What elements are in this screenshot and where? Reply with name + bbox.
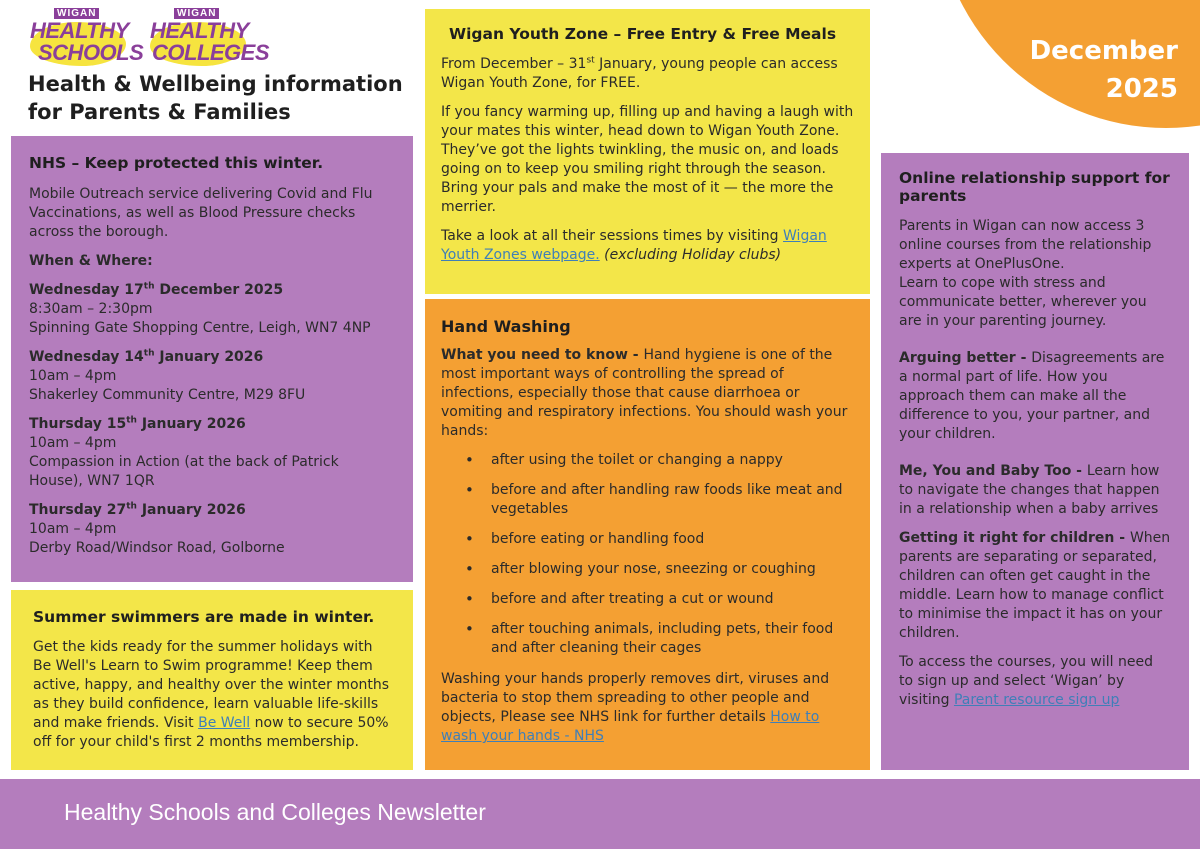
event-place: Spinning Gate Shopping Centre, Leigh, WN7 4NP — [29, 320, 371, 336]
logo-schools-text: SCHOOLS — [38, 40, 144, 65]
logo-healthy-text: HEALTHY — [150, 18, 249, 43]
event-place: Compassion in Action (at the back of Patrick House), WN7 1QR — [29, 454, 339, 489]
event-item: Wednesday 14th January 2026 10am – 4pm Shakerley Community Centre, M29 8FU — [29, 348, 395, 405]
nhs-hand-washing-link[interactable]: How to wash your hands - NHS — [441, 709, 820, 744]
youth-zone-webpage-link[interactable]: Wigan Youth Zones webpage. — [441, 228, 827, 263]
youth-zone-p2: If you fancy warming up, filling up and having a laugh with your mates this winter, head down to Wigan Youth Zone. They’ve got the lights twinkling, the music on, and loads going on to keep you smiling right through the season. Bring your pals and make the most of it — the more the merrier. — [441, 104, 854, 215]
nhs-heading: NHS – Keep protected this winter. — [29, 154, 324, 172]
list-item: • after touching animals, including pets, their food and after cleaning their cages — [441, 620, 854, 658]
online-relationship-heading: Online relationship support for parents — [899, 169, 1170, 205]
me-you-baby: Me, You and Baby Too - Learn how to navigate the changes that happen in a relationship when a baby arrives — [899, 463, 1160, 517]
event-time: 8:30am – 2:30pm — [29, 301, 153, 317]
list-item: • after blowing your nose, sneezing or coughing — [441, 560, 854, 579]
title-line-1: Health & Wellbeing information — [28, 72, 403, 96]
title-line-2: for Parents & Families — [28, 100, 291, 124]
logos — [24, 6, 270, 68]
date-month: December — [1029, 36, 1178, 66]
nhs-intro: Mobile Outreach service delivering Covid and Flu Vaccinations, as well as Blood Pressure checks across the borough. — [29, 186, 373, 240]
online-relationship-panel — [881, 153, 1189, 770]
event-item: Thursday 15th January 2026 10am – 4pm Compassion in Action (at the back of Patrick House), WN7 1QR — [29, 415, 395, 491]
event-time: 10am – 4pm — [29, 368, 117, 384]
event-place: Shakerley Community Centre, M29 8FU — [29, 387, 306, 403]
event-time: 10am – 4pm — [29, 521, 117, 537]
hand-washing-list — [441, 451, 854, 658]
logo-wigan-text: WIGAN — [54, 8, 99, 19]
list-item: • before eating or handling food — [441, 530, 854, 549]
newsletter-date — [1030, 32, 1178, 108]
swim-panel — [11, 590, 413, 770]
parent-resource-signup-link[interactable]: Parent resource sign up — [953, 692, 1120, 708]
healthy-colleges-logo — [144, 6, 270, 66]
hand-washing-intro: What you need to know - Hand hygiene is one of the most important ways of controlling the spread of infections, especially those that cause diarrhoea or vomiting and respiratory infections. You should wash your hands: — [441, 347, 848, 439]
page-title — [28, 70, 418, 126]
list-item: • before and after handling raw foods like meat and vegetables — [441, 481, 854, 519]
event-item: Thursday 27th January 2026 10am – 4pm Derby Road/Windsor Road, Golborne — [29, 501, 395, 558]
event-time: 10am – 4pm — [29, 435, 117, 451]
list-item: • after using the toilet or changing a nappy — [441, 451, 854, 470]
getting-it-right: Getting it right for children - When parents are separating or separated, children can often get caught in the middle. Learn how to manage conflict to minimise the impact it has on your children. — [899, 530, 1171, 641]
logo-colleges-text: COLLEGES — [152, 40, 270, 65]
hand-washing-outro: Washing your hands properly removes dirt, viruses and bacteria to stop them spreading to other people and objects, Please see NHS link for further details How to wash your hands - NHS — [441, 671, 830, 744]
event-place: Derby Road/Windsor Road, Golborne — [29, 540, 285, 556]
youth-zone-p3: Take a look at all their sessions times by visiting Wigan Youth Zones webpage. (excluding Holiday clubs) — [441, 228, 827, 263]
be-well-link[interactable]: Be Well — [198, 715, 251, 731]
online-intro: Parents in Wigan can now access 3 online courses from the relationship experts at OnePlusOne. Learn to cope with stress and communicate better, wherever you are in your parenting journey. — [899, 218, 1152, 329]
when-where-label: When & Where: — [29, 253, 153, 269]
healthy-schools-logo — [24, 6, 144, 66]
youth-zone-heading: Wigan Youth Zone – Free Entry & Free Meals — [449, 25, 837, 43]
footer-bar — [0, 779, 1200, 849]
event-item: Wednesday 17th December 2025 8:30am – 2:30pm Spinning Gate Shopping Centre, Leigh, WN7 4NP — [29, 281, 395, 338]
arguing-better: Arguing better - Disagreements are a normal part of life. How you approach them can make all the difference to you, your partner, and your children. — [899, 350, 1165, 442]
logo-healthy-text: HEALTHY — [30, 18, 129, 43]
access-courses: To access the courses, you will need to sign up and select ‘Wigan’ by visiting Parent resource sign up — [899, 654, 1153, 708]
youth-zone-p1: From December – 31st January, young people can access Wigan Youth Zone, for FREE. — [441, 55, 838, 91]
youth-zone-panel — [425, 9, 870, 294]
hand-washing-panel — [425, 299, 870, 770]
logo-wigan-text: WIGAN — [174, 8, 219, 19]
list-item: • before and after treating a cut or wound — [441, 590, 854, 609]
date-year: 2025 — [1105, 74, 1178, 104]
hand-washing-heading: Hand Washing — [441, 317, 571, 336]
swim-body: Get the kids ready for the summer holidays with Be Well's Learn to Swim programme! Keep them active, happy, and healthy over the winter months as they build confidence, learn valuable life-skills and make friends. Visit Be Well now to secure 50% off for your child's first 2 months membership. — [33, 639, 390, 750]
footer-text: Healthy Schools and Colleges Newsletter — [64, 799, 486, 825]
swim-heading: Summer swimmers are made in winter. — [33, 608, 375, 626]
nhs-winter-panel — [11, 136, 413, 582]
